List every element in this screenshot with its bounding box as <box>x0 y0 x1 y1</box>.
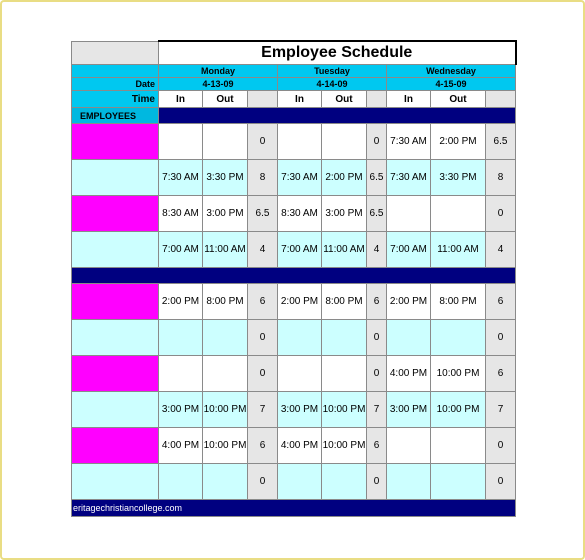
hours-cell: 4 <box>367 232 387 268</box>
hours-cell: 0 <box>367 464 387 500</box>
time-out-cell[interactable]: 8:00 PM <box>431 284 486 320</box>
time-in-cell[interactable]: 4:00 PM <box>159 428 203 464</box>
date-row <box>72 78 516 91</box>
day-row <box>72 65 516 78</box>
hours-header <box>367 91 387 108</box>
hours-cell: 6 <box>248 284 278 320</box>
time-out-cell[interactable]: 11:00 AM <box>203 232 248 268</box>
out-header: Out <box>431 91 486 108</box>
time-in-cell[interactable]: 7:30 AM <box>278 160 322 196</box>
time-out-cell[interactable]: 10:00 PM <box>431 392 486 428</box>
time-label: Time <box>72 91 159 108</box>
time-in-cell[interactable]: 3:00 PM <box>159 392 203 428</box>
time-in-cell[interactable] <box>159 464 203 500</box>
table-row <box>72 160 516 196</box>
hours-header <box>486 91 516 108</box>
hours-cell: 7 <box>367 392 387 428</box>
employee-name-cell[interactable] <box>72 392 159 428</box>
hours-cell: 0 <box>367 320 387 356</box>
time-in-cell[interactable]: 7:00 AM <box>159 232 203 268</box>
out-header: Out <box>203 91 248 108</box>
employee-name-cell[interactable] <box>72 428 159 464</box>
hours-cell: 6.5 <box>486 124 516 160</box>
title-row <box>72 41 516 65</box>
time-out-cell[interactable]: 3:30 PM <box>431 160 486 196</box>
employee-name-cell[interactable] <box>72 196 159 232</box>
time-in-cell[interactable] <box>278 464 322 500</box>
time-out-cell[interactable]: 10:00 PM <box>431 356 486 392</box>
hours-cell: 0 <box>367 124 387 160</box>
hours-cell: 0 <box>248 320 278 356</box>
time-out-cell[interactable] <box>322 356 367 392</box>
time-row <box>72 91 516 108</box>
employee-name-cell[interactable] <box>72 124 159 160</box>
hours-cell: 8 <box>248 160 278 196</box>
hours-cell: 0 <box>486 196 516 232</box>
time-in-cell[interactable]: 7:30 AM <box>159 160 203 196</box>
table-row <box>72 428 516 464</box>
separator-bar <box>72 268 516 284</box>
time-out-cell[interactable]: 10:00 PM <box>203 428 248 464</box>
time-in-cell[interactable] <box>278 320 322 356</box>
hours-header <box>248 91 278 108</box>
table-row <box>72 196 516 232</box>
schedule-title: Employee Schedule <box>159 41 516 65</box>
hours-cell: 6.5 <box>248 196 278 232</box>
time-out-cell[interactable] <box>203 320 248 356</box>
time-out-cell[interactable] <box>322 464 367 500</box>
in-header: In <box>278 91 322 108</box>
employees-bar <box>159 108 516 124</box>
time-out-cell[interactable] <box>431 196 486 232</box>
footer-row <box>72 500 516 517</box>
employee-name-cell[interactable] <box>72 464 159 500</box>
time-in-cell[interactable]: 2:00 PM <box>278 284 322 320</box>
hours-cell: 4 <box>248 232 278 268</box>
hours-cell: 8 <box>486 160 516 196</box>
hours-cell: 0 <box>486 464 516 500</box>
time-out-cell[interactable]: 8:00 PM <box>203 284 248 320</box>
day-tuesday: Tuesday <box>278 65 387 78</box>
time-in-cell[interactable] <box>159 320 203 356</box>
date-monday: 4-13-09 <box>159 78 278 91</box>
section-separator <box>72 268 516 284</box>
time-out-cell[interactable]: 11:00 AM <box>322 232 367 268</box>
hours-cell: 0 <box>248 356 278 392</box>
time-out-cell[interactable]: 3:30 PM <box>203 160 248 196</box>
employee-name-cell[interactable] <box>72 232 159 268</box>
employees-header-row <box>72 108 516 124</box>
hours-cell: 4 <box>486 232 516 268</box>
employee-schedule-table <box>71 40 517 517</box>
time-out-cell[interactable] <box>322 320 367 356</box>
time-in-cell[interactable] <box>278 356 322 392</box>
hours-cell: 0 <box>248 464 278 500</box>
in-header: In <box>159 91 203 108</box>
footer-watermark: eritagechristiancollege.com <box>72 500 516 517</box>
time-in-cell[interactable]: 4:00 PM <box>387 356 431 392</box>
hours-cell: 6.5 <box>367 196 387 232</box>
time-in-cell[interactable]: 2:00 PM <box>159 284 203 320</box>
employee-name-cell[interactable] <box>72 320 159 356</box>
table-row <box>72 320 516 356</box>
time-in-cell[interactable]: 3:00 PM <box>387 392 431 428</box>
table-row <box>72 232 516 268</box>
time-in-cell[interactable]: 7:00 AM <box>387 232 431 268</box>
table-row <box>72 392 516 428</box>
hours-cell: 6 <box>486 284 516 320</box>
time-out-cell[interactable]: 3:00 PM <box>203 196 248 232</box>
time-in-cell[interactable]: 4:00 PM <box>278 428 322 464</box>
hours-cell: 6.5 <box>367 160 387 196</box>
in-header: In <box>387 91 431 108</box>
employee-name-cell[interactable] <box>72 284 159 320</box>
time-out-cell[interactable]: 8:00 PM <box>322 284 367 320</box>
hours-cell: 6 <box>486 356 516 392</box>
out-header: Out <box>322 91 367 108</box>
time-in-cell[interactable]: 7:30 AM <box>387 124 431 160</box>
time-out-cell[interactable] <box>431 320 486 356</box>
hours-cell: 0 <box>367 356 387 392</box>
time-in-cell[interactable] <box>159 356 203 392</box>
employee-name-cell[interactable] <box>72 356 159 392</box>
day-label-blank <box>72 65 159 78</box>
table-row <box>72 124 516 160</box>
hours-cell: 6 <box>367 428 387 464</box>
time-out-cell[interactable]: 2:00 PM <box>431 124 486 160</box>
hours-cell: 6 <box>248 428 278 464</box>
table-row <box>72 284 516 320</box>
table-row <box>72 464 516 500</box>
time-in-cell[interactable]: 7:00 AM <box>278 232 322 268</box>
title-corner <box>72 41 159 65</box>
time-out-cell[interactable] <box>431 464 486 500</box>
time-out-cell[interactable] <box>203 356 248 392</box>
time-out-cell[interactable]: 11:00 AM <box>431 232 486 268</box>
hours-cell: 6 <box>367 284 387 320</box>
date-label: Date <box>72 78 159 91</box>
date-wednesday: 4-15-09 <box>387 78 516 91</box>
time-in-cell[interactable] <box>387 428 431 464</box>
table-row <box>72 356 516 392</box>
time-in-cell[interactable]: 3:00 PM <box>278 392 322 428</box>
employees-label: EMPLOYEES <box>72 108 159 124</box>
day-monday: Monday <box>159 65 278 78</box>
time-in-cell[interactable]: 7:30 AM <box>387 160 431 196</box>
time-in-cell[interactable]: 8:30 AM <box>159 196 203 232</box>
time-in-cell[interactable]: 8:30 AM <box>278 196 322 232</box>
time-in-cell[interactable] <box>278 124 322 160</box>
time-out-cell[interactable] <box>203 464 248 500</box>
time-out-cell[interactable] <box>431 428 486 464</box>
time-out-cell[interactable]: 10:00 PM <box>322 392 367 428</box>
time-out-cell[interactable]: 10:00 PM <box>203 392 248 428</box>
time-in-cell[interactable]: 2:00 PM <box>387 284 431 320</box>
day-wednesday: Wednesday <box>387 65 516 78</box>
time-out-cell[interactable] <box>322 124 367 160</box>
time-out-cell[interactable] <box>203 124 248 160</box>
hours-cell: 0 <box>248 124 278 160</box>
time-out-cell[interactable]: 10:00 PM <box>322 428 367 464</box>
hours-cell: 7 <box>486 392 516 428</box>
hours-cell: 0 <box>486 320 516 356</box>
time-in-cell[interactable] <box>159 124 203 160</box>
time-in-cell[interactable] <box>387 196 431 232</box>
time-in-cell[interactable] <box>387 464 431 500</box>
time-in-cell[interactable] <box>387 320 431 356</box>
hours-cell: 7 <box>248 392 278 428</box>
hours-cell: 0 <box>486 428 516 464</box>
employee-name-cell[interactable] <box>72 160 159 196</box>
time-out-cell[interactable]: 2:00 PM <box>322 160 367 196</box>
date-tuesday: 4-14-09 <box>278 78 387 91</box>
time-out-cell[interactable]: 3:00 PM <box>322 196 367 232</box>
